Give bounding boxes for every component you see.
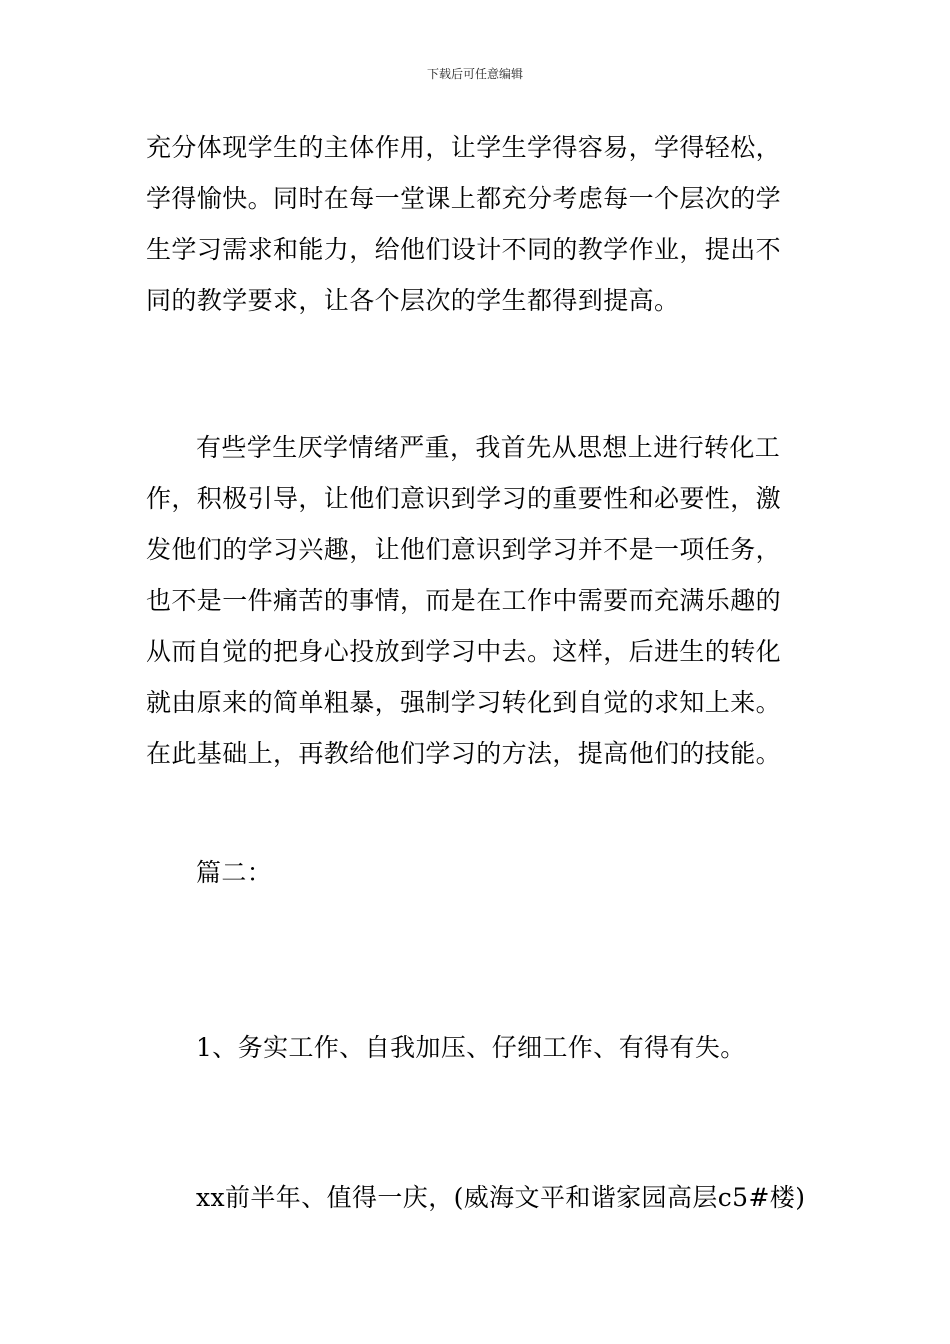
list-item-2: xx前半年、值得一庆，(威海文平和谐家园高层c5#楼) [196, 1183, 806, 1212]
paragraph-line: 在此基础上，再教给他们学习的方法，提高他们的技能。 [146, 739, 782, 768]
paragraph-line: 从而自觉的把身心投放到学习中去。这样，后进生的转化 [146, 637, 782, 666]
paragraph-line: 就由原来的简单粗暴，强制学习转化到自觉的求知上来。 [146, 688, 782, 717]
list-item-1: 1、务实工作、自我加压、仔细工作、有得有失。 [196, 1033, 746, 1062]
paragraph-line: 学得愉快。同时在每一堂课上都充分考虑每一个层次的学 [146, 184, 782, 213]
paragraph-first-line: 有些学生厌学情绪严重，我首先从思想上进行转化工 [196, 433, 781, 462]
paragraph-line: 也不是一件痛苦的事情，而是在工作中需要而充满乐趣的 [146, 586, 782, 615]
paragraph-line: 生学习需求和能力，给他们设计不同的教学作业，提出不 [146, 235, 782, 264]
paragraph-2 [146, 422, 811, 779]
paragraph-line: 发他们的学习兴趣，让他们意识到学习并不是一项任务， [146, 535, 782, 564]
paragraph-line: 充分体现学生的主体作用，让学生学得容易，学得轻松， [146, 133, 782, 162]
paragraph-line: 作，积极引导，让他们意识到学习的重要性和必要性，激 [146, 484, 782, 513]
header-note: 下载后可任意编辑 [426, 67, 523, 81]
section-title: 篇二： [196, 858, 273, 887]
paragraph-line: 同的教学要求，让各个层次的学生都得到提高。 [146, 286, 680, 315]
paragraph-1 [146, 122, 811, 326]
